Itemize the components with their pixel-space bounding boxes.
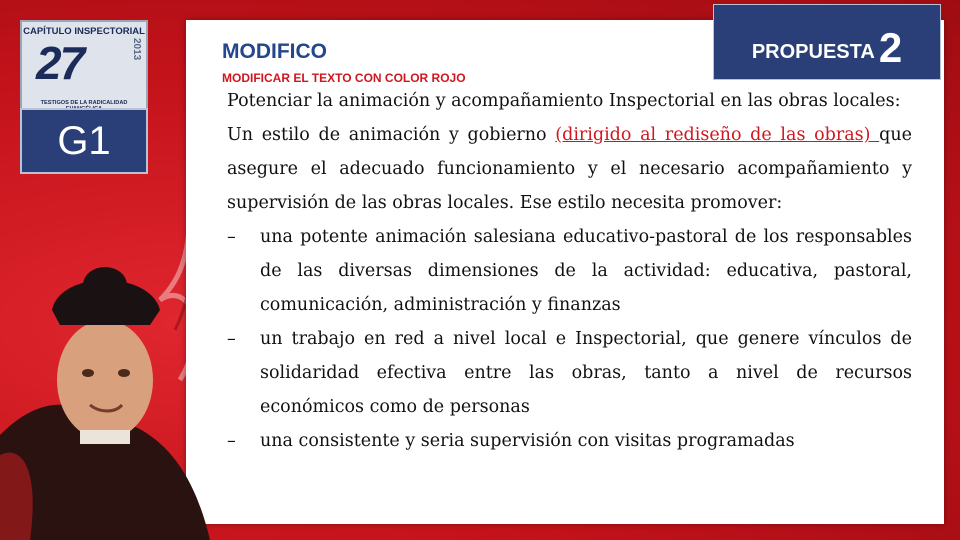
list-item-text: una consistente y seria supervisión con visitas programadas (260, 431, 795, 451)
portrait-image (0, 255, 210, 540)
logo-year: 2013 (131, 38, 142, 61)
proposal-badge (713, 4, 941, 80)
modified-red-text: (dirigido al rediseño de las obras) (555, 125, 880, 145)
bullet-marker: – (227, 431, 236, 451)
group-badge: G1 (20, 108, 148, 174)
chapter-logo (20, 20, 148, 118)
bullet-list (227, 220, 912, 458)
proposal-label: PROPUESTA (751, 41, 875, 63)
logo-footer: TESTIGOS DE LA RADICALIDAD (40, 100, 128, 106)
page-title: MODIFICO (222, 40, 327, 63)
list-item-text: un trabajo en red a nivel local e Inspectorial, que genere vínculos de solidaridad efectiva entre las obras, tanto a nivel de recursos económicos como de personas (260, 329, 912, 417)
body-text (227, 84, 912, 458)
main-paragraph (227, 118, 912, 220)
proposal-number: 2 (878, 24, 903, 71)
list-item-text: una potente animación salesiana educativo-pastoral de los responsables de las diversas dimensiones de la actividad: educativa, pastoral, comunicación, administración y finanzas (260, 227, 912, 315)
bullet-marker: – (227, 329, 236, 349)
logo-header: CAPÍTULO INSPECTORIAL (23, 26, 145, 37)
intro-paragraph: Potenciar la animación y acompañamiento Inspectorial en las obras locales: (227, 91, 901, 111)
paragraph-text-end: que asegure el adecuado funcionamiento y el necesario acompañamiento y supervisión de las obras locales. Ese estilo necesita promover: (227, 125, 912, 213)
bullet-marker: – (227, 227, 236, 247)
list-item (227, 424, 912, 458)
logo-number: 27 (36, 37, 84, 89)
list-item (227, 220, 912, 322)
page-subtitle: MODIFICAR EL TEXTO CON COLOR ROJO (222, 71, 466, 85)
paragraph-text-start: Un estilo de animación y gobierno (227, 125, 556, 145)
list-item (227, 322, 912, 424)
